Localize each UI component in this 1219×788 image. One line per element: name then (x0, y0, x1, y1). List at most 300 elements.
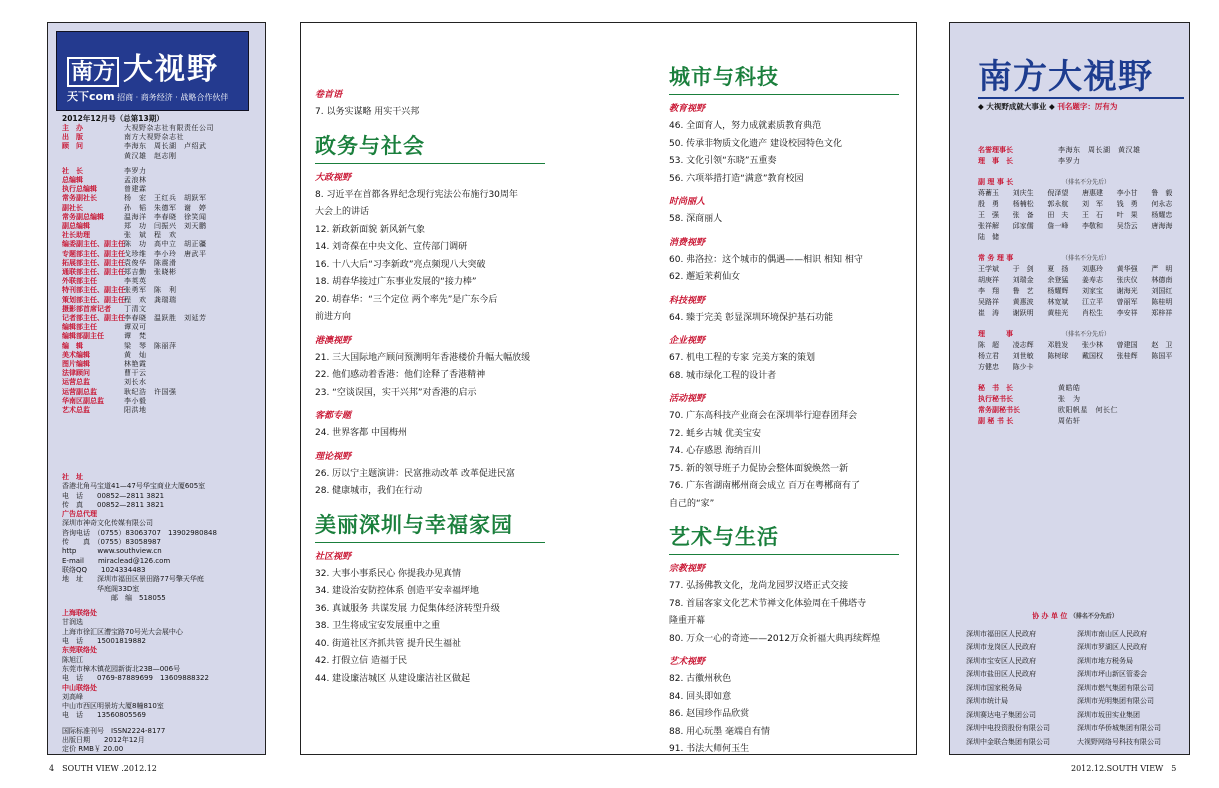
leader-row (978, 145, 1184, 156)
staff-role: 专题部主任、副主任 (62, 249, 125, 258)
member-name: 林宽斌 (1047, 298, 1069, 306)
toc-item: 18. 胡春华接过广东事业发展的“接力棒” (315, 277, 477, 287)
contact-line: 咨询电话 （0755）83063707 13902980848 (62, 528, 217, 537)
member-name: 杨耀忠 (1151, 211, 1173, 219)
contact-info (62, 473, 262, 755)
staff-names: 丁清文 (124, 304, 147, 313)
member-name: 林德南 (1151, 276, 1173, 284)
toc-item: 70. 广东高科技产业商会在深圳举行迎春团拜会 (669, 411, 858, 421)
staff-role: 总编辑 (62, 176, 83, 185)
member-name: 鲁 毅 (1151, 189, 1173, 197)
member-name: 陈树球 (1047, 352, 1069, 360)
staff-names: 阳洪地 (124, 406, 147, 415)
council-panel (949, 22, 1190, 755)
contact-line: 电 话 00852—2811 3821 (62, 491, 165, 500)
member-name: 邓胜发 (1047, 341, 1069, 349)
co-organizer: 深圳市国家税务局 (966, 683, 1022, 692)
staff-names: 陈 功 高中立 胡正疆 (124, 240, 207, 249)
toc-item: 大会上的讲话 (315, 207, 370, 217)
member-name: 何永志 (1151, 200, 1173, 208)
co-organizer: 深圳市统计局 (966, 697, 1008, 705)
member-name: 黄华强 (1116, 265, 1138, 273)
co-organizer: 深圳市福田区人民政府 (966, 629, 1036, 638)
leaders-block (978, 145, 1184, 167)
contact-line: 华庭阁33D室 (62, 584, 140, 593)
staff-list (62, 124, 262, 415)
contact-heading: 中山联络处 (62, 683, 97, 692)
member-name: 邱家儒 (1012, 222, 1034, 230)
contact-line: 定价 RMB￥ 20.00 (62, 745, 124, 754)
secretary-names: 欧阳帆星 何长仁 (1058, 406, 1118, 414)
secretary-row (978, 383, 1184, 394)
co-organizer: 深圳赛达电子集团公司 (966, 710, 1036, 719)
contact-line: 香港北角马宝道41—47号华宝商业大厦605室 (62, 482, 206, 491)
member-name: 詹一峰 (1047, 222, 1069, 230)
staff-role: 特刊部主任、副主任 (62, 286, 125, 295)
staff-role: 外联部主任 (62, 277, 97, 286)
member-group-header (978, 177, 1184, 188)
member-group-note: （排名不分先后） (1062, 179, 1111, 186)
staff-row (62, 360, 262, 369)
toc-item: 46. 全面育人，努力成就素质教育典范 (669, 121, 822, 131)
toc-item: 28. 健康城市，我们在行动 (315, 486, 423, 496)
member-grid (978, 340, 1184, 373)
staff-role: 常务副总编辑 (62, 212, 104, 221)
member-group-header (978, 253, 1184, 264)
category-label: 教育视野 (669, 104, 706, 114)
member-name: 吴岱云 (1116, 222, 1138, 230)
member-name: 鲁 艺 (1012, 287, 1034, 295)
secretary-role: 执行秘书长 (978, 395, 1013, 403)
staff-row (62, 332, 262, 341)
toc-item: 40. 街道社区齐抓共管 提升民生福祉 (315, 638, 462, 649)
contact-line: 甘润选 (62, 618, 83, 627)
toc-item: 7. 以务实谋略 用实干兴邦 (315, 107, 420, 117)
category-label: 大政视野 (315, 172, 352, 183)
staff-row (62, 406, 262, 415)
staff-row (62, 388, 262, 397)
member-name: 曾建国 (1116, 341, 1138, 349)
contact-line: 电 话 15001819882 (62, 637, 146, 646)
member-name: 王 强 (978, 211, 999, 219)
toc-item: 24. 世界客都 中国梅州 (315, 428, 408, 438)
footer-right: 2012.12.SOUTH VIEW 5 (1071, 764, 1177, 773)
staff-row (62, 314, 262, 323)
contact-heading: 东莞联络处 (62, 646, 97, 655)
contact-line: 邮 编 518055 (62, 593, 166, 602)
staff-names: 耿纪浩 许国强 (124, 387, 177, 396)
category-label: 宗教视野 (669, 564, 706, 574)
member-name: 李敬和 (1082, 222, 1103, 230)
contact-line: 传 真 00852—2811 3821 (62, 500, 165, 509)
leader-role: 名誉理事长 (978, 146, 1013, 154)
category-label: 理论视野 (315, 451, 352, 462)
member-name: 杨耀辉 (1047, 287, 1069, 295)
toc-item: 23. “空谈误国，实干兴邦”对香港的启示 (315, 387, 477, 398)
staff-names: 程 欢 龚瑞瑞 (124, 295, 177, 304)
staff-names: 谭 梵 (124, 332, 147, 341)
secretary-names: 周佑轩 (1058, 417, 1081, 425)
staff-names: 李春晓 温跃胜 刘延芳 (124, 314, 207, 323)
toc-item: 16. 十八大后“习李新政”亮点频现八大突破 (315, 259, 486, 270)
co-organizers-title: 协 办 单 位 （排名不分先后） (1032, 612, 1118, 620)
toc-item: 62. 邂逅茉莉仙女 (669, 272, 741, 282)
staff-names: 袁俊华 陈震滑 (124, 258, 177, 267)
toc-item: 74. 心存感恩 海纳百川 (669, 446, 762, 456)
member-grid (978, 264, 1184, 319)
contact-line: 传 真 （0755）83058987 (62, 538, 161, 547)
logo-tagline: 天下com 招商 · 商务经济 · 战略合作伙伴 (67, 90, 229, 103)
co-organizer: 深圳市宝安区人民政府 (966, 656, 1036, 665)
contact-line: 中山市西区明景坊大厦8幢810室 (62, 702, 164, 711)
category-label: 科技视野 (669, 295, 706, 306)
toc-item: 21. 三大国际地产顾问预测明年香港楼价升幅大幅放缓 (315, 352, 531, 363)
staff-names: 郑吉勤 张晓彬 (124, 268, 177, 277)
contact-line: 地 址 深圳市福田区景田路77号擎天华庭 (62, 575, 204, 584)
council-slogan: ◆ 大视野成就大事业 ◆ 刊名题字：厉有为 (978, 97, 1184, 112)
toc-item: 76. 广东省湖南郴州商会成立 百万在粤郴商有了 (669, 481, 861, 491)
member-name: 肖松生 (1082, 309, 1103, 317)
staff-names: 杨 宏 王红兵 胡跃军 (124, 194, 207, 203)
toc-item: 22. 他们感动着香港：他们诠释了香港精神 (315, 370, 486, 380)
contact-line: 刘高峰 (62, 692, 83, 701)
member-name: 谢海光 (1116, 287, 1138, 295)
member-name: 黄惠波 (1012, 298, 1034, 306)
contact-line: E-mail miraclead@126.com (62, 556, 171, 565)
staff-names: 李小毅 (124, 396, 147, 405)
toc-item: 20. 胡春华：“三个定位 两个率先”是广东今后 (315, 294, 498, 305)
staff-row (62, 152, 262, 161)
member-name: 钱 勇 (1116, 200, 1138, 208)
co-organizer: 深圳市罗湖区人民政府 (1077, 643, 1147, 651)
co-organizer: 深圳市地方税务局 (1077, 656, 1133, 665)
staff-role: 拓展部主任、副主任 (62, 258, 125, 267)
member-name: 刘世敏 (1012, 352, 1034, 360)
staff-role: 副社长 (62, 203, 83, 212)
member-name: 陈桂明 (1151, 298, 1173, 306)
staff-row (62, 176, 262, 185)
contact-line: 电 话 0769-87889699 13609888322 (62, 674, 209, 683)
toc-item: 隆重开幕 (669, 616, 706, 626)
co-organizer: 深圳市坪山新区管委会 (1077, 670, 1147, 678)
staff-names: 孙 韬 朱德军 谢 婷 (124, 203, 207, 212)
staff-role: 华南区副总监 (62, 396, 104, 405)
category-label: 港澳视野 (315, 335, 352, 346)
leader-names: 李海东 周长湖 黄汉雄 (1058, 146, 1141, 154)
staff-names: 曾建霖 (124, 185, 147, 194)
co-organizer: 深圳中金联合集团有限公司 (966, 737, 1050, 746)
member-name: 王 石 (1082, 211, 1103, 219)
member-name: 张 备 (1012, 211, 1034, 219)
toc-item: 36. 真诚服务 共谋发展 力促集体经济转型升级 (315, 603, 500, 614)
member-group (978, 177, 1184, 243)
member-name: 殷 勇 (978, 200, 999, 208)
staff-role: 常务副社长 (62, 194, 97, 203)
member-name: 刘 军 (1082, 200, 1103, 208)
member-name: 王学斌 (978, 265, 999, 273)
section-title: 艺术与生活 (669, 521, 899, 555)
staff-names: 张勇军 陈 利 (124, 286, 177, 295)
staff-names: 黄 灿 (124, 350, 147, 359)
secretary-names: 黄皓皓 (1058, 384, 1081, 392)
co-organizers-list (966, 628, 1184, 750)
contact-line: 陈旭江 (62, 655, 83, 664)
category-label: 时尚丽人 (669, 197, 706, 207)
secretary-row (978, 394, 1184, 405)
member-name: 陆 储 (978, 233, 999, 241)
member-group-role: 理 事 (978, 330, 1013, 338)
staff-role: 出 版 (62, 133, 83, 142)
footer-left: 4 SOUTH VIEW .2012.12 (49, 764, 157, 773)
staff-names: 大视野杂志社有限责任公司 (124, 124, 214, 132)
secretaries-block (978, 383, 1184, 427)
staff-names: 曹干云 (124, 369, 147, 378)
toc-item: 14. 刘奇葆在中央文化、宣传部门调研 (315, 242, 468, 252)
toc-item: 77. 弘扬佛教文化，龙尚龙园罗汉塔正式交接 (669, 581, 849, 591)
toc-item: 88. 用心玩墨 毫端自有情 (669, 726, 771, 737)
toc-item: 82. 古徽州秋色 (669, 674, 732, 684)
toc-item: 64. 臻于完美 彰显深圳环境保护基石功能 (669, 312, 834, 323)
staff-row (62, 124, 262, 133)
member-name: 谢跃明 (1012, 309, 1034, 317)
toc-item: 53. 文化引领“东晓”五重奏 (669, 156, 777, 166)
toc-item: 12. 新政新面貌 新风新气象 (315, 224, 426, 235)
member-name: 陈少卡 (1012, 363, 1034, 371)
toc-item: 50. 传承非物质文化遗产 建设校园特色文化 (669, 138, 843, 149)
member-name: 唐惠建 (1082, 189, 1103, 197)
staff-row (62, 342, 262, 351)
staff-role: 策划部主任、副主任 (62, 295, 125, 304)
member-name: 崔 涛 (978, 309, 999, 317)
co-organizer: 深圳市光明集团有限公司 (1077, 697, 1154, 705)
staff-role: 副总编辑 (62, 222, 90, 231)
member-name: 胡庚祥 (978, 276, 999, 284)
contact-line: http www.southview.cn (62, 547, 162, 556)
category-label: 客都专题 (315, 411, 352, 421)
member-name: 于 剑 (1012, 265, 1034, 273)
secretary-role: 副 秘 书 长 (978, 417, 1014, 425)
toc-item: 56. 六项举措打造“满意”教育校园 (669, 173, 804, 184)
member-group-role: 副 理 事 长 (978, 178, 1014, 186)
staff-row (62, 222, 262, 231)
member-name: 张庆仪 (1116, 276, 1138, 284)
staff-row (62, 378, 262, 387)
member-name: 李 翔 (978, 287, 999, 295)
category-label: 社区视野 (315, 551, 352, 562)
toc-item: 26. 厉以宁主题演讲：民富推动改革 改革促进民富 (315, 468, 516, 479)
category-label: 消费视野 (669, 237, 706, 248)
staff-names: 郑 功 闫振兴 刘天鹏 (124, 222, 207, 231)
staff-role: 社长助理 (62, 231, 90, 240)
co-organizer: 深圳市南山区人民政府 (1077, 629, 1147, 638)
council-members (978, 145, 1184, 437)
member-group-role: 常 务 理 事 (978, 254, 1014, 262)
staff-row (62, 250, 262, 259)
staff-role: 法律顾问 (62, 369, 90, 378)
staff-role: 运营总监 (62, 378, 90, 387)
member-name: 黄桂光 (1047, 309, 1069, 317)
member-name: 叶 果 (1116, 211, 1138, 219)
member-name: 蒋蓄玉 (978, 189, 999, 197)
member-group (978, 329, 1184, 373)
staff-role: 执行总编辑 (62, 185, 97, 194)
section-title: 政务与社会 (315, 130, 545, 164)
toc-item: 60. 弗洛拉：这个城市的偶遇——相识 相知 相守 (669, 254, 863, 265)
member-name: 戴国权 (1082, 352, 1103, 360)
toc-item: 80. 万众一心的奇迹——2012万众祈福大典再续辉煌 (669, 633, 881, 644)
staff-names: 南方大视野杂志社 (124, 133, 184, 142)
contact-line: 出版日期 2012年12月 (62, 736, 145, 745)
contact-line: 东莞市樟木镇花园新街北23B—006号 (62, 664, 181, 673)
member-name: 刘惠玲 (1082, 265, 1103, 273)
contact-line: 电 话 13560805569 (62, 711, 146, 720)
secretary-row (978, 405, 1184, 416)
council-logo: 南方大視野 (978, 57, 1153, 97)
staff-role: 记者部主任、副主任 (62, 314, 125, 323)
staff-names: 梁 琴 陈丽萍 (124, 341, 177, 350)
staff-role: 主 办 (62, 124, 83, 132)
staff-role: 美术编辑 (62, 350, 90, 359)
staff-names: 温海洋 李春晓 徐笑闻 (124, 212, 207, 221)
member-name: 严 明 (1151, 265, 1173, 273)
staff-row (62, 369, 262, 378)
member-name: 李小甘 (1116, 189, 1138, 197)
staff-row (62, 351, 262, 360)
staff-names: 戈珍维 李小玲 唐武平 (124, 249, 207, 258)
staff-role: 通联部主任、副主任 (62, 268, 125, 277)
category-label: 艺术视野 (669, 657, 706, 667)
member-grid (978, 188, 1184, 243)
staff-names: 李英英 (124, 277, 147, 286)
member-name: 杨立君 (978, 352, 999, 360)
contact-heading: 上海联络处 (62, 609, 97, 618)
secretary-role: 常务副秘书长 (978, 406, 1020, 414)
member-name: 赵 卫 (1151, 341, 1173, 349)
toc-item: 8. 习近平在首都各界纪念现行宪法公布施行30周年 (315, 189, 518, 200)
staff-row (62, 296, 262, 305)
staff-row (62, 259, 262, 268)
toc-item: 91. 书法大师何玉生 (669, 744, 750, 754)
member-name: 吴路祥 (978, 298, 999, 306)
staff-names: 林艳霞 (124, 360, 147, 369)
secretary-role: 秘 书 长 (978, 384, 1013, 392)
contact-line: 深圳市神奇文化传媒有限公司 (62, 519, 153, 528)
staff-role: 艺术总监 (62, 406, 90, 415)
member-name: 张少林 (1082, 341, 1103, 349)
staff-role: 摄影部首席记者 (62, 304, 111, 313)
co-organizer: 深圳市盐田区人民政府 (966, 670, 1036, 678)
staff-names: 孟浪林 (124, 176, 147, 185)
category-label: 活动视野 (669, 394, 706, 404)
member-name: 夏 扬 (1047, 265, 1069, 273)
staff-row (62, 213, 262, 222)
member-name: 杨楠松 (1012, 200, 1034, 208)
toc-item: 58. 深商丽人 (669, 214, 723, 224)
staff-names: 李罗力 (124, 166, 147, 175)
member-name: 方健忠 (978, 363, 999, 371)
staff-row (62, 268, 262, 277)
leader-names: 李罗力 (1058, 157, 1081, 165)
staff-role: 编辑部主任 (62, 323, 97, 332)
staff-row (62, 305, 262, 314)
co-organizer: 深圳市龙岗区人民政府 (966, 643, 1036, 651)
member-name: 刘家宝 (1082, 287, 1103, 295)
member-group-note: （排名不分先后） (1062, 331, 1111, 338)
member-name: 刘瑞金 (1012, 276, 1034, 284)
member-name: 李安祥 (1116, 309, 1138, 317)
member-name: 张桂辉 (1116, 352, 1138, 360)
staff-row (62, 194, 262, 203)
magazine-logo (56, 31, 249, 111)
toc-item: 自己的“家” (669, 498, 715, 509)
leader-row (978, 156, 1184, 167)
section-title: 城市与科技 (669, 61, 899, 95)
staff-names: 谭双可 (124, 323, 147, 332)
logo-title: 南方 大视野 (67, 44, 219, 88)
staff-row (62, 167, 262, 176)
member-group (978, 253, 1184, 319)
member-name: 唐海海 (1151, 222, 1173, 230)
toc-item: 86. 赵国珍作品欣赏 (669, 709, 750, 719)
contact-line: 上海市徐汇区漕宝路70号光大会展中心 (62, 627, 183, 636)
member-name: 姜寿志 (1082, 276, 1103, 284)
member-name: 倪泽望 (1047, 189, 1069, 197)
staff-role: 编 辑 (62, 341, 83, 350)
staff-role: 图片编辑 (62, 360, 90, 369)
category-label: 企业视野 (669, 336, 706, 346)
member-group-header (978, 329, 1184, 340)
contact-heading: 社 址 (62, 473, 83, 481)
toc-item: 34. 建设治安防控体系 创造平安幸福坪地 (315, 586, 480, 596)
member-name: 郭永航 (1047, 200, 1069, 208)
category-label: 卷首语 (315, 90, 343, 100)
staff-names: 张 斌 程 欢 (124, 231, 177, 240)
masthead-panel (47, 22, 266, 755)
contact-heading: 广告总代理 (62, 510, 97, 519)
issue-number: 2012年12月号（总第13期） (62, 114, 164, 123)
section-title: 美丽深圳与幸福家园 (315, 509, 545, 543)
co-organizer: 深圳市华侨城集团有限公司 (1077, 724, 1161, 732)
toc-column-right (669, 53, 909, 759)
staff-role: 编委副主任、副主任 (62, 240, 125, 249)
member-name: 田 夫 (1047, 211, 1069, 219)
staff-names: 黄汉雄 赵志刚 (124, 151, 177, 160)
member-name: 江立平 (1082, 298, 1103, 306)
table-of-contents (300, 22, 917, 755)
toc-item: 44. 建设廉洁城区 从建设廉洁社区做起 (315, 673, 471, 684)
leader-role: 理 事 长 (978, 157, 1013, 165)
toc-item: 75. 新的领导班子力促协会整体面貌焕然一新 (669, 463, 849, 474)
staff-role: 编辑部副主任 (62, 332, 104, 341)
toc-item: 38. 卫生将成宝安发展重中之重 (315, 621, 441, 631)
toc-item: 67. 机电工程的专家 完美方案的策划 (669, 353, 816, 363)
member-name: 余登猛 (1047, 276, 1069, 284)
toc-item: 72. 蚝乡古城 优美宝安 (669, 428, 762, 439)
staff-row (62, 204, 262, 213)
member-name: 凌志辉 (1012, 341, 1034, 349)
toc-item: 42. 打假立信 造福于民 (315, 656, 408, 666)
co-organizer: 深圳市燃气集团有限公司 (1077, 683, 1154, 692)
contact-line: 联络QQ 1024334483 (62, 565, 146, 574)
member-group-note: （排名不分先后） (1062, 255, 1111, 262)
co-organizers (966, 610, 1184, 749)
contact-line: 国际标准刊号 ISSN2224-8177 (62, 726, 166, 735)
member-name: 刘庆生 (1012, 189, 1034, 197)
member-name: 刘国红 (1151, 287, 1173, 295)
co-organizer: 深圳市坂田实业集团 (1077, 710, 1140, 719)
staff-role: 顾 问 (62, 142, 83, 151)
toc-item: 32. 大事小事系民心 你提我办见真情 (315, 568, 462, 579)
